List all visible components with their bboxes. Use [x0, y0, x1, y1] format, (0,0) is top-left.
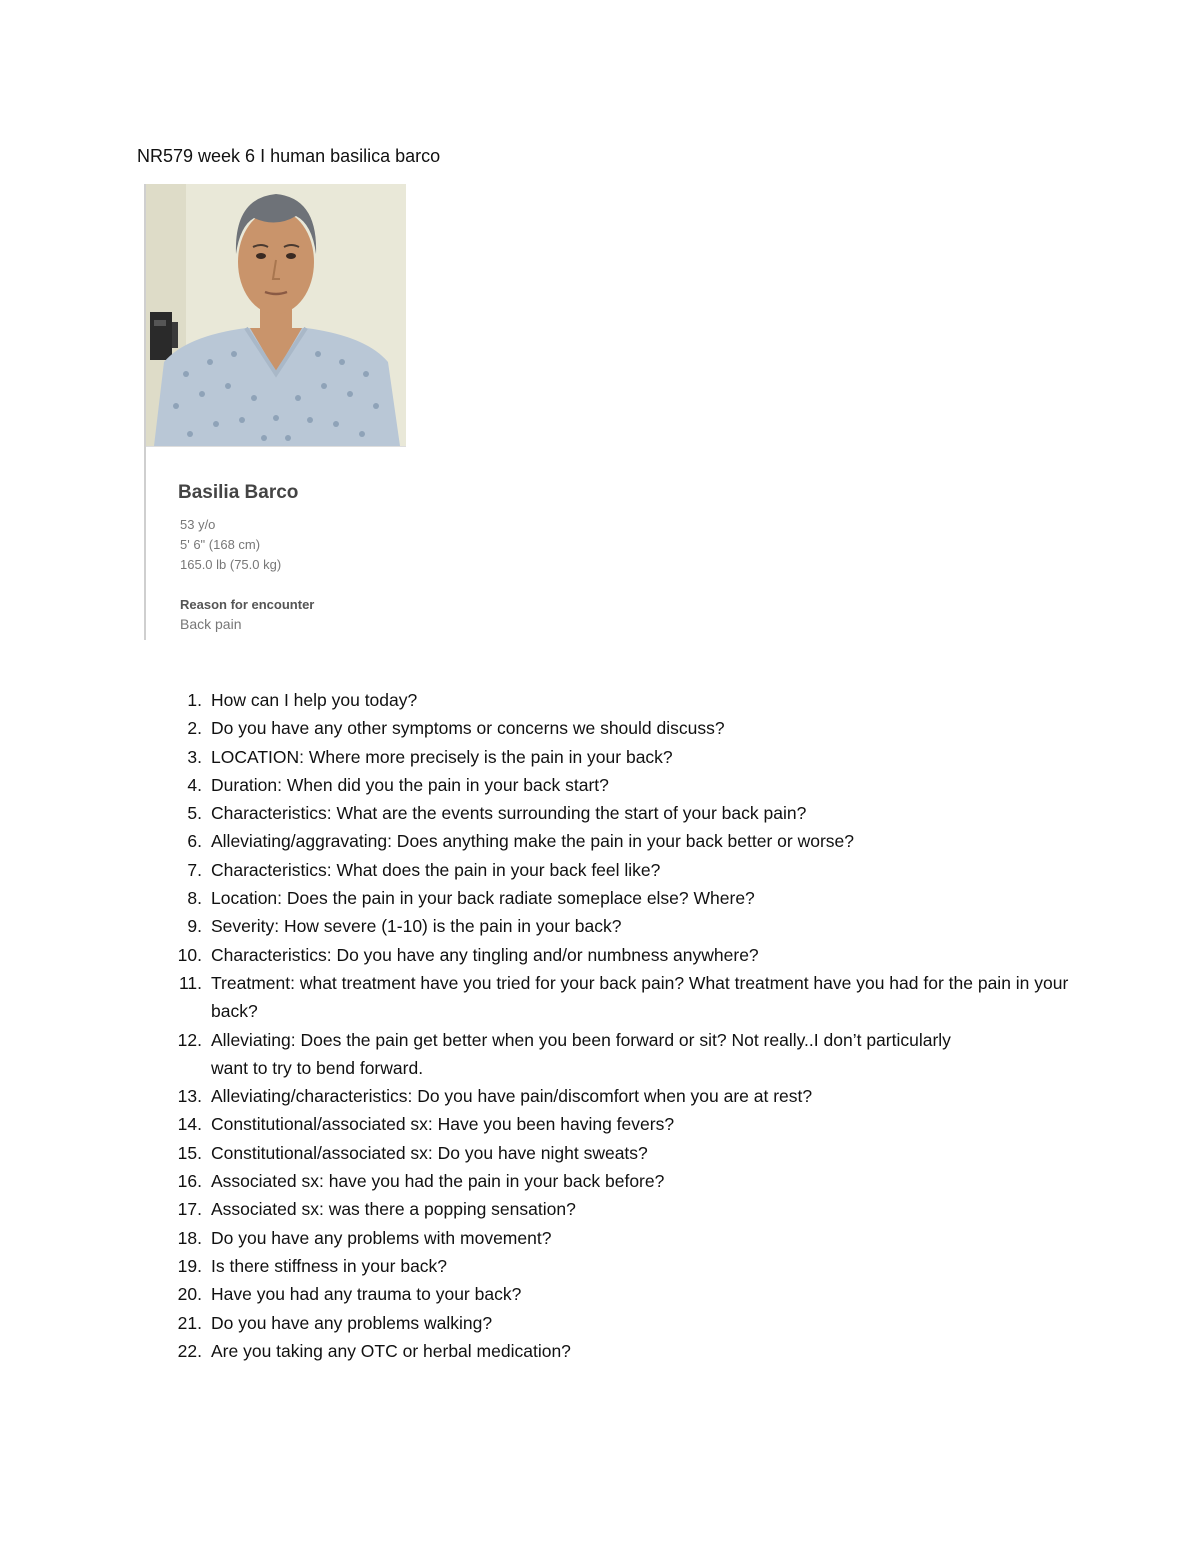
list-item: [0, 941, 1200, 969]
item-text: Alleviating/aggravating: Does anything make the pain in your back better or worse?: [211, 831, 855, 852]
item-number: 3.: [187, 746, 202, 767]
list-item: [0, 799, 1200, 827]
list-item: [0, 1195, 1200, 1223]
list-item: [0, 1252, 1200, 1280]
item-text: Treatment: what treatment have you tried for your back pain? What treatment have you had for the pain in your back?: [211, 972, 1069, 1022]
question-list: [0, 686, 1200, 1365]
list-item: [0, 1139, 1200, 1167]
item-number: 11.: [178, 972, 202, 993]
list-item: [0, 1224, 1200, 1252]
item-text: Characteristics: Do you have any tingling and/or numbness anywhere?: [211, 944, 759, 965]
reason-for-encounter-value: Back pain: [180, 616, 242, 632]
item-number: 1.: [187, 690, 202, 710]
item-number: 9.: [187, 916, 202, 937]
item-text: Do you have any other symptoms or concerns we should discuss?: [211, 718, 725, 739]
item-text: Associated sx: have you had the pain in your back before?: [211, 1171, 665, 1192]
item-number: 13.: [177, 1086, 202, 1107]
item-number: 10.: [177, 944, 202, 965]
item-number: 15.: [177, 1142, 202, 1163]
list-item: [0, 1337, 1200, 1365]
list-item: [0, 1280, 1200, 1308]
portrait-divider: [146, 446, 406, 447]
item-number: 8.: [187, 888, 202, 909]
item-number: 6.: [187, 831, 202, 852]
item-number: 17.: [177, 1199, 202, 1220]
list-item: [0, 912, 1200, 940]
item-number: 18.: [177, 1227, 202, 1248]
item-text: Constitutional/associated sx: Have you been having fevers?: [211, 1114, 675, 1135]
patient-weight: 165.0 lb (75.0 kg): [180, 557, 282, 572]
item-text: Alleviating/characteristics: Do you have pain/discomfort when you are at rest?: [211, 1086, 813, 1107]
item-number: 19.: [177, 1255, 202, 1276]
item-text: Associated sx: was there a popping sensation?: [211, 1199, 576, 1220]
patient-height: 5' 6" (168 cm): [180, 537, 261, 552]
item-text: Characteristics: What does the pain in your back feel like?: [211, 859, 661, 880]
item-number: 7.: [187, 859, 202, 880]
list-item: [0, 743, 1200, 771]
item-text: Are you taking any OTC or herbal medication?: [211, 1340, 571, 1361]
item-text: Is there stiffness in your back?: [211, 1255, 448, 1276]
item-number: 12.: [177, 1029, 202, 1050]
item-number: 2.: [187, 718, 202, 739]
item-text: Duration: When did you the pain in your back start?: [211, 774, 609, 795]
patient-name: Basilia Barco: [178, 482, 299, 503]
item-number: 14.: [177, 1114, 202, 1135]
item-text: Constitutional/associated sx: Do you have night sweats?: [211, 1142, 648, 1163]
item-number: 16.: [177, 1171, 202, 1192]
item-number: 20.: [177, 1284, 202, 1305]
patient-portrait: [146, 184, 406, 446]
list-item: [0, 884, 1200, 912]
item-text: Characteristics: What are the events surrounding the start of your back pain?: [211, 803, 807, 824]
item-number: 21.: [177, 1312, 202, 1333]
list-item: [0, 1082, 1200, 1110]
document-title: NR579 week 6 I human basilica barco: [137, 146, 441, 166]
item-text: Do you have any problems with movement?: [211, 1227, 552, 1248]
item-text: Have you had any trauma to your back?: [211, 1284, 522, 1305]
list-item: [0, 827, 1200, 855]
list-item: [0, 856, 1200, 884]
patient-age: 53 y/o: [180, 517, 216, 532]
list-item: [0, 1110, 1200, 1138]
list-item: [0, 714, 1200, 742]
item-number: 5.: [187, 803, 202, 824]
reason-for-encounter-label: Reason for encounter: [180, 597, 315, 612]
item-number: 4.: [187, 774, 202, 795]
item-text: Severity: How severe (1-10) is the pain in your back?: [211, 916, 622, 937]
list-item: [0, 1026, 1200, 1083]
item-text: Location: Does the pain in your back radiate someplace else? Where?: [211, 888, 755, 909]
list-item: [0, 686, 1200, 714]
list-item: [0, 969, 1200, 1026]
item-text: How can I help you today?: [211, 690, 418, 710]
item-text: Do you have any problems walking?: [211, 1312, 493, 1333]
item-text: Alleviating: Does the pain get better when you been forward or sit? Not really..I don’t particularly want to try to bend forward.: [211, 1029, 951, 1078]
item-number: 22.: [177, 1340, 202, 1361]
item-text: LOCATION: Where more precisely is the pain in your back?: [211, 746, 673, 767]
list-item: [0, 1309, 1200, 1337]
list-item: [0, 1167, 1200, 1195]
list-item: [0, 771, 1200, 799]
